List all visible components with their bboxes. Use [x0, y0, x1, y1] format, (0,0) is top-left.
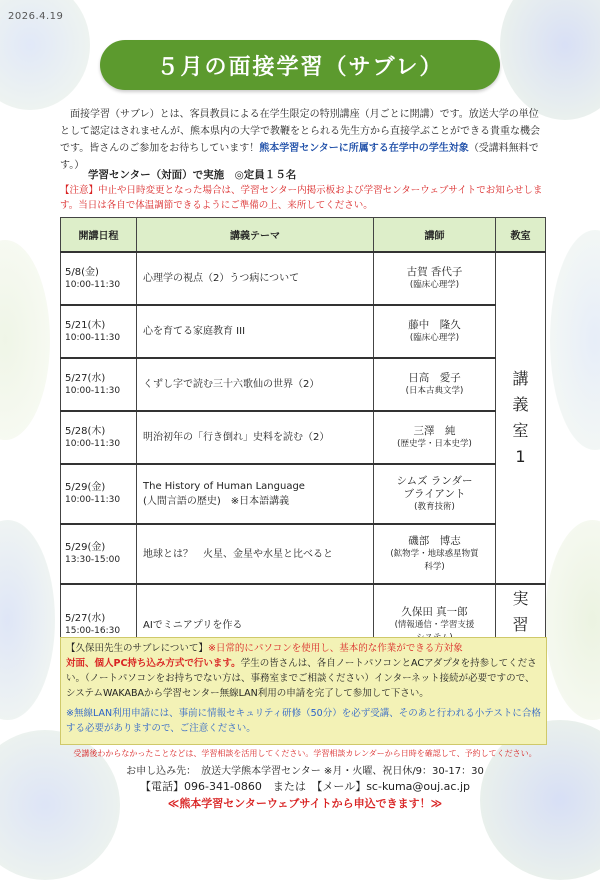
theme-cell: [137, 252, 374, 305]
instructor-name: 日高 愛子: [408, 371, 461, 384]
note-pc-requirement: 対面、個人PC持ち込み方式で行います。: [66, 658, 241, 669]
instructor-specialty: 科学): [424, 561, 445, 572]
instructor-cell: [374, 305, 496, 358]
theme-cell: [137, 524, 374, 584]
cancellation-notice: 【注意】中止や日時変更となった場合は、学習センター内掲示板および学習センターウェブサイトでお知らせします。当日は各自で体温調節できるようにご準備の上、来所してください。: [60, 185, 543, 211]
page-title: ５月の面接学習（サブレ）: [100, 40, 500, 90]
instructor-specialty: (日本古典文学): [405, 385, 464, 396]
date-cell: [61, 411, 137, 464]
table-row: [61, 524, 546, 584]
instructor-specialty: (鉱物学・地球惑星物質: [390, 548, 479, 559]
lecture-date: 5/29(金): [65, 542, 106, 553]
instructor-specialty: (臨床心理学): [409, 279, 460, 290]
header-theme: 講義テーマ: [137, 218, 374, 253]
lecture-theme: The History of Human Language: [143, 481, 305, 492]
lecture-time: 10:00-11:30: [65, 279, 121, 290]
room-char: 習: [512, 615, 529, 634]
lecture-date: 5/28(木): [65, 425, 106, 437]
room-char: 義: [512, 395, 529, 414]
kubota-lecture-note: [60, 637, 547, 745]
instructor-name: 磯部 博志: [408, 534, 461, 547]
table-row: [61, 305, 546, 358]
room-lecture-1: [496, 252, 546, 584]
application-contact: お申し込み先： 放送大学熊本学習センター ※月・火曜、祝日休/9：30-17：30: [126, 766, 484, 777]
lecture-date: 5/21(木): [65, 319, 106, 331]
table-row: [61, 358, 546, 411]
lecture-theme: 心を育てる家庭教育 III: [143, 326, 246, 337]
lecture-theme: 地球とは？ 火星、金星や水星と比べると: [143, 548, 333, 560]
instructor-specialty: (臨床心理学): [409, 332, 460, 343]
phone-label: 【電話】: [139, 780, 184, 793]
note-heading: 【久保田先生のサブレについて】: [66, 643, 208, 654]
theme-cell: [137, 305, 374, 358]
instructor-cell: [374, 358, 496, 411]
venue-capacity-line: 学習センター（対面）で実施 ◎定員１５名: [88, 169, 297, 181]
lecture-theme-sub: (人間言語の歴史) ※日本語講義: [143, 496, 290, 507]
lecture-theme: AIでミニアプリを作る: [143, 619, 243, 631]
room-char: 室: [512, 421, 529, 440]
note-paragraph-2: ※無線LAN利用申請には、事前に情報セキュリティ研修（50分）を必ず受講、そのあと行われる小テストに合格する必要がありますので、ご注意ください。: [66, 708, 541, 734]
mail-label: 【メール】: [316, 780, 367, 793]
intro-highlight: 熊本学習センターに所属する在学中の学生対象: [259, 143, 469, 154]
lecture-time: 10:00-11:30: [65, 332, 121, 343]
instructor-name: 藤中 隆久: [408, 318, 461, 331]
instructor-cell: [374, 252, 496, 305]
date-cell: [61, 305, 137, 358]
note-paragraph-1: [66, 641, 541, 701]
instructor-cell: [374, 524, 496, 584]
lecture-date: 5/27(水): [65, 372, 106, 384]
table-row: [61, 252, 546, 305]
lecture-time: 15:00-16:30: [65, 626, 121, 636]
room-char: 実: [512, 589, 529, 608]
header-instructor: 講師: [374, 218, 496, 253]
table-row: [61, 411, 546, 464]
instructor-specialty: (歴史学・日本史学): [397, 438, 472, 449]
lecture-time: 13:30-15:00: [65, 555, 121, 565]
date-cell: [61, 358, 137, 411]
phone-number[interactable]: 096-341-0860: [183, 780, 262, 793]
theme-cell: [137, 358, 374, 411]
instructor-cell: [374, 411, 496, 464]
note-instructions: 学生の皆さんは、各自ノートパソコンとACアダプタを持参してください。（ノートパソコンをお持ちでない方は、事務室までご相談ください）インターネット接続が必要ですので、システムWAKABAから学習センター無線LAN利用の申請を完了して参加して下さい。: [66, 658, 537, 699]
instructor-name: ブライアント: [403, 487, 466, 500]
lecture-time: 10:00-11:30: [65, 438, 121, 449]
lecture-time: 10:00-11:30: [65, 385, 121, 396]
date-cell: [61, 524, 137, 584]
consultation-note: 受講後わからなかったことなどは、学習相談を活用してください。学習相談カレンダーから日時を確認して、予約してください。: [73, 749, 537, 758]
room-char: 講: [512, 369, 529, 388]
mail-address[interactable]: sc-kuma@ouj.ac.jp: [366, 780, 470, 793]
instructor-name: 古賀 香代子: [406, 265, 463, 278]
date-stamp: 2026.4.19: [8, 11, 64, 22]
date-cell: [61, 252, 137, 305]
intro-paragraph: [60, 106, 546, 174]
lecture-time: 10:00-11:30: [65, 495, 121, 505]
table-row: [61, 464, 546, 524]
instructor-name: 三澤 純: [413, 424, 456, 437]
intro-fee-note: （受講料無料です。）: [60, 143, 539, 171]
lecture-theme: 明治初年の「行き倒れ」史料を読む（2）: [143, 432, 330, 443]
instructor-name: シムズ ランダー: [396, 474, 473, 487]
lecture-theme: くずし字で読む三十六歌仙の世界（2）: [143, 379, 320, 390]
room-char: 1: [515, 447, 526, 466]
lecture-theme: 心理学の視点（2）うつ病について: [143, 273, 300, 284]
instructor-cell: [374, 464, 496, 524]
or-text: または: [272, 780, 306, 793]
website-apply-note[interactable]: ≪熊本学習センターウェブサイトから申込できます！≫: [167, 797, 443, 810]
lecture-date: 5/27(水): [65, 613, 106, 624]
instructor-specialty: (情報通信・学習支援: [394, 619, 475, 630]
header-date: 開講日程: [61, 218, 137, 253]
contact-line: [60, 778, 550, 794]
note-target-warning: ※日常的にパソコンを使用し、基本的な作業ができる方対象: [207, 643, 463, 654]
lecture-date: 5/29(金): [65, 482, 106, 493]
date-cell: [61, 464, 137, 524]
instructor-name: 久保田 真一郎: [401, 605, 468, 618]
lecture-date: 5/8(金): [65, 266, 99, 278]
intro-text: 面接学習（サブレ）とは、客員教員による在学生限定の特別講座（月ごとに開講）です。放送大学の単位として認定はされませんが、熊本県内の大学で教鞭をとられる先生方から直接学ぶことができる貴重な機会です。皆さんのご参加をお待ちしています！: [60, 109, 540, 154]
instructor-specialty: (教育技術): [414, 501, 455, 512]
theme-cell: [137, 411, 374, 464]
theme-cell: [137, 464, 374, 524]
schedule-table: [60, 217, 546, 666]
header-room: 教室: [496, 218, 546, 253]
